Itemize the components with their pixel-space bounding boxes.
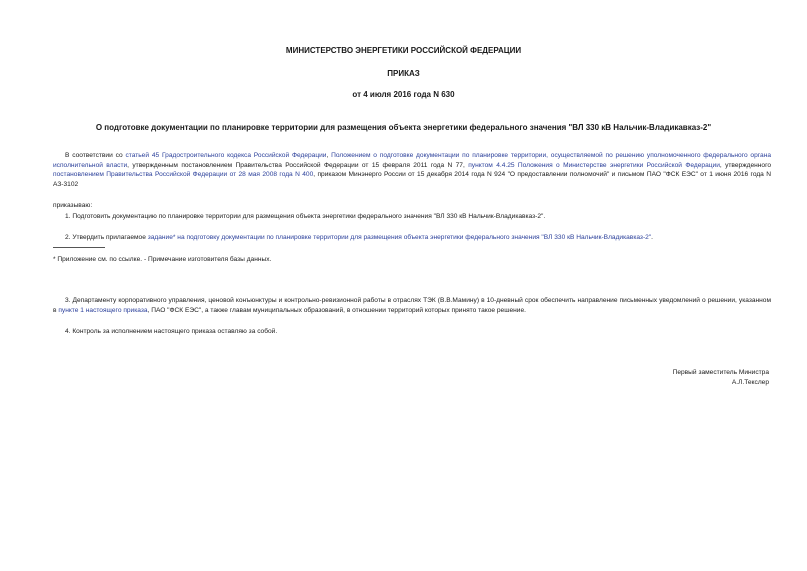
footnote: * Приложение см. по ссылке. - Примечание изготовителя базы данных.: [53, 256, 272, 263]
link-assignment[interactable]: задание* на подготовку документации по планировке территории для размещения объекта энергетики федерального значения "ВЛ 330 кВ Нальчик-Владикавказ-2": [147, 234, 652, 241]
item-3: [53, 296, 771, 315]
footnote-divider: [53, 247, 105, 248]
order-word: приказываю:: [53, 202, 93, 209]
item-2-text: .: [651, 234, 654, 241]
preamble-paragraph: [53, 151, 771, 189]
link-article-45[interactable]: статьей 45 Градостроительного кодекса Российской Федерации: [125, 152, 327, 159]
doc-type-heading: ПРИКАЗ: [387, 69, 420, 78]
link-ministry-regulation[interactable]: пунктом 4.4.25 Положения о Министерстве энергетики Российской Федерации: [468, 161, 720, 169]
item-2: [53, 233, 771, 243]
preamble-text: , утвержденного: [719, 161, 772, 169]
preamble-text: , утвержденным постановлением Правительства Российской Федерации от 15 февраля 2011 года N 77,: [127, 161, 469, 169]
signature-block: [673, 368, 769, 388]
link-planning-regulation[interactable]: Положением о подготовке документации по планировке территории, осуществляемой по решению уполномоченного федерального органа исполнительной власти: [53, 152, 771, 169]
preamble-text: , приказом Минэнерго России от 15 декабря 2014 года N 924 "О предоставлении полномочий" и письмом ПАО "ФСК ЕЭС" от 1 июня 2016 года N АЗ-3102: [53, 171, 771, 188]
subject-heading: О подготовке документации по планировке территории для размещения объекта энергетики федерального значения "ВЛ 330 кВ Нальчик-Владикавказ-2": [95, 123, 712, 132]
signatory-position: Первый заместитель Министра: [672, 369, 769, 376]
item-3-text: , ПАО "ФСК ЕЭС", а также главам муниципальных образований, в отношении территорий которых принято такое решение.: [147, 306, 526, 314]
preamble-text: ,: [326, 152, 332, 159]
ministry-heading: МИНИСТЕРСТВО ЭНЕРГЕТИКИ РОССИЙСКОЙ ФЕДЕРАЦИИ: [285, 46, 522, 55]
item-1: 1. Подготовить документацию по планировке территории для размещения объекта энергетики федерального значения "ВЛ 330 кВ Нальчик-Владикавказ-2".: [65, 213, 546, 220]
link-government-resolution[interactable]: постановлением Правительства Российской Федерации от 28 мая 2008 года N 400: [53, 171, 314, 178]
item-3-text: 3. Департаменту корпоративного управления, ценовой конъюнктуры и контрольно-ревизионной работы в отраслях ТЭК (В.В.Мамину) в 10-дневный срок обеспечить направление письменных уведомлений о решении, указанном в: [53, 297, 771, 314]
item-2-text: 2. Утвердить прилагаемое: [65, 234, 148, 241]
link-point-1[interactable]: пункте 1 настоящего приказа: [58, 306, 148, 314]
date-number-heading: от 4 июля 2016 года N 630: [352, 90, 455, 99]
preamble-text: В соответствии со: [65, 152, 126, 159]
signatory-name: А.Л.Текслер: [731, 379, 769, 386]
item-4: 4. Контроль за исполнением настоящего приказа оставляю за собой.: [65, 328, 278, 335]
